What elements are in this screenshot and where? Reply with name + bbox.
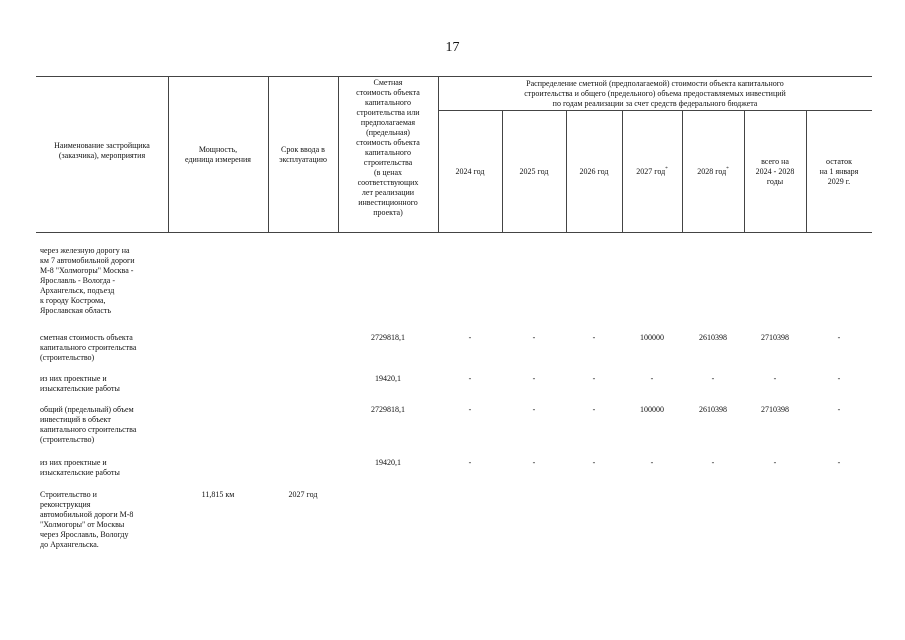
next-object-name: Строительство и реконструкция автомобильной дороги М-8 "Холмогоры" от Москвы через Ярославль, Вологду до Архангельска. xyxy=(40,490,134,549)
row-estimate: 2729818,1 xyxy=(371,405,405,414)
next-object-deadline: 2027 год xyxy=(288,490,318,499)
row-2026: - xyxy=(592,333,596,342)
row-remainder: - xyxy=(837,374,841,383)
row-total: 2710398 xyxy=(761,405,789,414)
row-2028: 2610398 xyxy=(699,333,727,342)
row-estimate: 19420,1 xyxy=(375,374,401,383)
row-2028: - xyxy=(711,374,715,383)
header-bottom-border xyxy=(36,232,872,233)
row-2027: - xyxy=(650,458,654,467)
row-remainder: - xyxy=(837,333,841,342)
header-remainder: остаток на 1 января 2029 г. xyxy=(819,157,859,186)
header-name: Наименование застройщика (заказчика), мероприятия xyxy=(54,141,150,160)
row-2028: 2610398 xyxy=(699,405,727,414)
row-label: общий (предельный) объем инвестиций в объект капитального строительства (строительство) xyxy=(40,405,137,444)
row-label: из них проектные и изыскательские работы xyxy=(40,374,120,393)
row-2025: - xyxy=(532,333,536,342)
row-2024: - xyxy=(468,374,472,383)
next-object-capacity: 11,815 км xyxy=(201,490,235,499)
header-year-2027: 2027 год* xyxy=(636,167,668,176)
row-2024: - xyxy=(468,405,472,414)
row-total: 2710398 xyxy=(761,333,789,342)
row-2027: - xyxy=(650,374,654,383)
row-2027: 100000 xyxy=(640,405,664,414)
row-total: - xyxy=(773,374,777,383)
row-2025: - xyxy=(532,458,536,467)
row-estimate: 2729818,1 xyxy=(371,333,405,342)
header-estimate: Сметная стоимость объекта капитального строительства или предполагаемая (предельная) стоимость объекта капитального строительства (в ценах соответствующих лет реализации инвестиционного проекта) xyxy=(356,78,420,217)
row-label: из них проектные и изыскательские работы xyxy=(40,458,120,477)
page-number: 17 xyxy=(445,40,460,55)
row-estimate: 19420,1 xyxy=(375,458,401,467)
footnote-star: * xyxy=(665,167,668,172)
row-2027: 100000 xyxy=(640,333,664,342)
row-2028: - xyxy=(711,458,715,467)
object-title: через железную дорогу на км 7 автомобильной дороги М-8 "Холмогоры" Москва - Ярославль - Вологда - Архангельск, подъезд к городу Кострома, Ярославская область xyxy=(40,246,135,315)
table-top-border xyxy=(36,76,872,77)
header-year-2024: 2024 год xyxy=(455,167,485,176)
row-2025: - xyxy=(532,405,536,414)
header-distribution: Распределение сметной (предполагаемой) стоимости объекта капитального строительства и общего (предельного) объема предоставляемых инвестиций по годам реализации за счет средств федерального бюджета xyxy=(524,79,786,108)
row-total: - xyxy=(773,458,777,467)
row-remainder: - xyxy=(837,458,841,467)
row-2024: - xyxy=(468,458,472,467)
row-2026: - xyxy=(592,458,596,467)
row-remainder: - xyxy=(837,405,841,414)
row-2025: - xyxy=(532,374,536,383)
footnote-star: * xyxy=(726,167,729,172)
header-capacity: Мощность, единица измерения xyxy=(185,145,251,164)
header-year-2028: 2028 год* xyxy=(697,167,729,176)
header-deadline: Срок ввода в эксплуатацию xyxy=(279,145,327,164)
header-year-2025: 2025 год xyxy=(519,167,549,176)
header-total: всего на 2024 - 2028 годы xyxy=(755,157,795,186)
row-2026: - xyxy=(592,374,596,383)
row-2026: - xyxy=(592,405,596,414)
row-label: сметная стоимость объекта капитального строительства (строительство) xyxy=(40,333,137,362)
header-year-2026: 2026 год xyxy=(579,167,609,176)
row-2024: - xyxy=(468,333,472,342)
